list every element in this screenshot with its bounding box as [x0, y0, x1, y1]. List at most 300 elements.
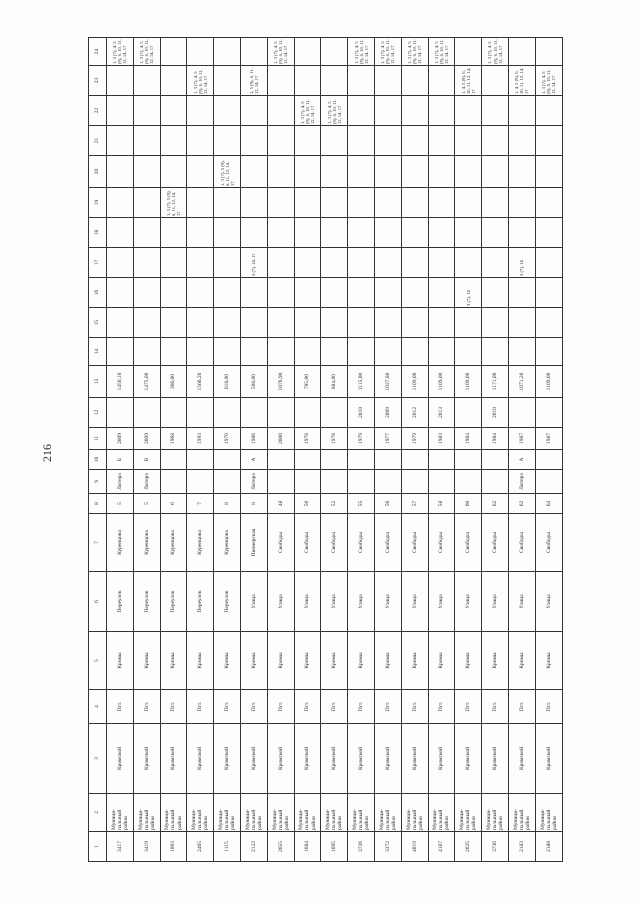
work-period-cell: [187, 96, 214, 126]
column-number-cell: 7: [89, 514, 107, 572]
street-cell: Свободы: [482, 514, 509, 572]
street-cell: Куренцова: [214, 514, 241, 572]
work-period-cell: [455, 156, 482, 188]
area-cell: 366,00: [160, 366, 187, 398]
municipality-type-cell: Муници-пальный район: [535, 794, 562, 832]
house-number-cell: 8: [240, 494, 267, 514]
municipality-type-cell: Муници-пальный район: [321, 794, 348, 832]
settlement-cell: Кромы: [267, 632, 294, 690]
work-period-cell: [267, 218, 294, 248]
work-period-cell: 3 (7), 14: [508, 248, 535, 278]
work-period-cell: [214, 338, 241, 366]
litera-label-cell: Литера: [240, 470, 267, 494]
id-cell: 1695: [321, 832, 348, 862]
street-type-cell: Улица: [294, 572, 321, 632]
settlement-type-cell: Пгт.: [428, 690, 455, 724]
settlement-cell: Кромы: [160, 632, 187, 690]
municipality-cell: Кромской: [187, 724, 214, 794]
work-period-cell: [133, 278, 160, 308]
work-period-cell: 1, 3 (7), 4, 5 (9), 6, 10, 11, 12, 14, 17: [535, 66, 562, 96]
year-repair-cell: [133, 398, 160, 428]
id-cell: 4107: [428, 832, 455, 862]
work-period-cell: [482, 126, 509, 156]
work-period-cell: [187, 338, 214, 366]
house-number-cell: 56: [374, 494, 401, 514]
work-period-cell: [187, 248, 214, 278]
work-period-cell: [267, 126, 294, 156]
column-number-cell: 9: [89, 470, 107, 494]
work-period-cell: [348, 66, 375, 96]
settlement-type-cell: Пгт.: [240, 690, 267, 724]
municipality-type-cell: Муници-пальный район: [508, 794, 535, 832]
settlement-type-cell: Пгт.: [267, 690, 294, 724]
table-row: [428, 38, 455, 862]
id-cell: 1003: [160, 832, 187, 862]
area-cell: 884,00: [321, 366, 348, 398]
litera-cell: [374, 450, 401, 470]
area-cell: 785,00: [294, 366, 321, 398]
table-row: [401, 38, 428, 862]
street-cell: Куренцова: [160, 514, 187, 572]
municipality-cell: Кромской: [455, 724, 482, 794]
house-number-cell: 7: [187, 494, 214, 514]
year-built-cell: 1984: [482, 428, 509, 450]
year-repair-cell: [455, 398, 482, 428]
street-cell: Куренцова: [187, 514, 214, 572]
id-cell: 3372: [374, 832, 401, 862]
house-number-cell: 58: [428, 494, 455, 514]
work-period-cell: [508, 338, 535, 366]
house-number-cell: 5: [107, 494, 134, 514]
settlement-type-cell: Пгт.: [187, 690, 214, 724]
work-period-cell: [428, 278, 455, 308]
table-row: [535, 38, 562, 862]
year-built-cell: 1993: [187, 428, 214, 450]
municipality-type-cell: Муници-пальный район: [160, 794, 187, 832]
municipality-cell: Кромской: [374, 724, 401, 794]
work-period-cell: [401, 96, 428, 126]
work-period-cell: [321, 38, 348, 66]
header-row: [89, 38, 107, 862]
settlement-cell: Кромы: [428, 632, 455, 690]
work-period-cell: [160, 96, 187, 126]
settlement-cell: Кромы: [133, 632, 160, 690]
municipality-cell: Кромской: [428, 724, 455, 794]
litera-cell: [187, 450, 214, 470]
municipality-cell: Кромской: [107, 724, 134, 794]
work-period-cell: [267, 278, 294, 308]
id-cell: 2465: [187, 832, 214, 862]
work-period-cell: [374, 188, 401, 218]
work-period-cell: [401, 156, 428, 188]
settlement-cell: Кромы: [187, 632, 214, 690]
work-period-cell: [240, 96, 267, 126]
work-period-cell: [401, 188, 428, 218]
year-repair-cell: [240, 398, 267, 428]
municipality-type-cell: Муници-пальный район: [374, 794, 401, 832]
settlement-cell: Кромы: [214, 632, 241, 690]
house-number-cell: 52: [321, 494, 348, 514]
work-period-cell: [455, 126, 482, 156]
work-period-cell: [267, 188, 294, 218]
settlement-type-cell: Пгт.: [535, 690, 562, 724]
work-period-cell: [160, 66, 187, 96]
year-built-cell: 1978: [321, 428, 348, 450]
work-period-cell: [321, 156, 348, 188]
work-period-cell: [294, 66, 321, 96]
year-repair-cell: [508, 398, 535, 428]
id-cell: 2183: [508, 832, 535, 862]
work-period-cell: [348, 248, 375, 278]
year-built-cell: 1983: [428, 428, 455, 450]
work-period-cell: [401, 66, 428, 96]
settlement-type-cell: Пгт.: [160, 690, 187, 724]
column-number-cell: 1: [89, 832, 107, 862]
work-period-cell: [294, 188, 321, 218]
work-period-cell: [160, 308, 187, 338]
work-period-cell: [133, 248, 160, 278]
municipality-cell: Кромской: [133, 724, 160, 794]
street-cell: Свободы: [374, 514, 401, 572]
work-period-cell: [187, 156, 214, 188]
street-cell: Свободы: [267, 514, 294, 572]
work-period-cell: 1, 4, 5 (9), 6, 10, 11, 12, 14, 17: [508, 66, 535, 96]
settlement-type-cell: Пгт.: [401, 690, 428, 724]
work-period-cell: [508, 218, 535, 248]
area-cell: 618,00: [214, 366, 241, 398]
work-period-cell: [133, 218, 160, 248]
work-period-cell: [482, 278, 509, 308]
work-period-cell: [482, 248, 509, 278]
work-period-cell: [348, 308, 375, 338]
work-period-cell: [267, 308, 294, 338]
street-type-cell: Улица: [455, 572, 482, 632]
column-number-cell: 22: [89, 96, 107, 126]
street-cell: Свободы: [455, 514, 482, 572]
settlement-cell: Кромы: [348, 632, 375, 690]
area-cell: 1109,00: [535, 366, 562, 398]
column-number-cell: 17: [89, 248, 107, 278]
work-period-cell: [455, 188, 482, 218]
work-period-cell: [240, 126, 267, 156]
work-period-cell: [401, 338, 428, 366]
column-number-cell: 6: [89, 572, 107, 632]
litera-label-cell: [214, 470, 241, 494]
column-number-cell: 11: [89, 428, 107, 450]
settlement-cell: Кромы: [482, 632, 509, 690]
work-period-cell: 1, 3 (7), 4, 5 (9), 6, 10, 11, 12, 14, 17: [187, 66, 214, 96]
work-period-cell: [348, 96, 375, 126]
area-cell: 1027,80: [374, 366, 401, 398]
column-number-cell: 21: [89, 126, 107, 156]
id-cell: 1115: [214, 832, 241, 862]
street-cell: Свободы: [348, 514, 375, 572]
column-number-cell: 13: [89, 366, 107, 398]
work-period-cell: [214, 188, 241, 218]
area-cell: 1171,00: [482, 366, 509, 398]
litera-label-cell: [482, 470, 509, 494]
work-period-cell: [294, 338, 321, 366]
work-period-cell: 1, 3 (7), 5 (9), 6, 11, 12, 14, 17: [160, 188, 187, 218]
work-period-cell: 1, 3 (7), 4, 5 (9), 6, 10, 11, 12, 14, 17: [267, 38, 294, 66]
work-period-cell: 1, 3 (7), 4, 5 (9), 6, 10, 11, 12, 14, 17: [401, 38, 428, 66]
municipality-cell: Кромской: [482, 724, 509, 794]
work-period-cell: [374, 126, 401, 156]
street-type-cell: Улица: [240, 572, 267, 632]
municipality-type-cell: Муници-пальный район: [348, 794, 375, 832]
street-type-cell: Переулок: [187, 572, 214, 632]
table-row: [374, 38, 401, 862]
work-period-cell: [348, 218, 375, 248]
work-period-cell: [321, 66, 348, 96]
work-period-cell: [348, 156, 375, 188]
year-repair-cell: 2010: [348, 398, 375, 428]
work-period-cell: [508, 188, 535, 218]
work-period-cell: [321, 126, 348, 156]
work-period-cell: [160, 218, 187, 248]
municipality-cell: Кромской: [535, 724, 562, 794]
work-period-cell: [482, 96, 509, 126]
id-cell: 4019: [401, 832, 428, 862]
table-row: [455, 38, 482, 862]
work-period-cell: [374, 338, 401, 366]
street-cell: Куренцова: [107, 514, 134, 572]
work-period-cell: 1, 3 (7), 4, 5 (9), 6, 10, 11, 12, 14, 17: [107, 38, 134, 66]
work-period-cell: [107, 338, 134, 366]
work-period-cell: [160, 156, 187, 188]
work-period-cell: [321, 188, 348, 218]
litera-cell: А: [508, 450, 535, 470]
column-number-cell: 15: [89, 308, 107, 338]
work-period-cell: [321, 218, 348, 248]
id-cell: 2188: [535, 832, 562, 862]
house-number-cell: 64: [535, 494, 562, 514]
area-cell: 1109,00: [428, 366, 455, 398]
litera-label-cell: [267, 470, 294, 494]
work-period-cell: [482, 188, 509, 218]
municipality-cell: Кромской: [267, 724, 294, 794]
work-period-cell: [214, 96, 241, 126]
work-period-cell: [160, 126, 187, 156]
work-period-cell: [321, 248, 348, 278]
municipality-cell: Кромской: [348, 724, 375, 794]
work-period-cell: [428, 66, 455, 96]
work-period-cell: [455, 308, 482, 338]
litera-cell: [428, 450, 455, 470]
work-period-cell: [508, 156, 535, 188]
work-period-cell: [187, 126, 214, 156]
area-cell: 1076,90: [267, 366, 294, 398]
page-number: 216: [40, 444, 54, 462]
municipality-cell: Кромской: [508, 724, 535, 794]
table-row: [482, 38, 509, 862]
municipality-cell: Кромской: [214, 724, 241, 794]
house-number-cell: 5: [133, 494, 160, 514]
work-period-cell: [535, 156, 562, 188]
work-period-cell: [401, 126, 428, 156]
work-period-cell: [240, 156, 267, 188]
work-period-cell: [240, 278, 267, 308]
work-period-cell: [508, 38, 535, 66]
work-period-cell: [133, 338, 160, 366]
work-period-cell: [348, 338, 375, 366]
street-type-cell: Улица: [321, 572, 348, 632]
year-built-cell: 2000: [267, 428, 294, 450]
municipality-type-cell: Муници-пальный район: [107, 794, 134, 832]
work-period-cell: [428, 218, 455, 248]
street-cell: Свободы: [428, 514, 455, 572]
litera-cell: [294, 450, 321, 470]
work-period-cell: [187, 188, 214, 218]
column-number-cell: 8: [89, 494, 107, 514]
settlement-type-cell: Пгт.: [133, 690, 160, 724]
work-period-cell: [240, 338, 267, 366]
litera-label-cell: [321, 470, 348, 494]
municipality-type-cell: Муници-пальный район: [133, 794, 160, 832]
id-cell: 2655: [267, 832, 294, 862]
settlement-cell: Кромы: [321, 632, 348, 690]
municipality-type-cell: Муници-пальный район: [267, 794, 294, 832]
work-period-cell: [133, 126, 160, 156]
year-built-cell: 2009: [133, 428, 160, 450]
house-number-cell: 8: [214, 494, 241, 514]
work-period-cell: [294, 156, 321, 188]
work-period-cell: [428, 188, 455, 218]
settlement-type-cell: Пгт.: [348, 690, 375, 724]
work-period-cell: [133, 188, 160, 218]
year-repair-cell: 2012: [401, 398, 428, 428]
year-repair-cell: 2009: [374, 398, 401, 428]
settlement-type-cell: Пгт.: [214, 690, 241, 724]
work-period-cell: [160, 38, 187, 66]
year-repair-cell: [107, 398, 134, 428]
settlement-type-cell: Пгт.: [107, 690, 134, 724]
litera-cell: В: [133, 450, 160, 470]
house-number-cell: 62: [508, 494, 535, 514]
house-number-cell: 62: [482, 494, 509, 514]
house-number-cell: 6: [160, 494, 187, 514]
work-period-cell: [428, 156, 455, 188]
table-row: [240, 38, 267, 862]
settlement-cell: Кромы: [294, 632, 321, 690]
year-repair-cell: 2013: [428, 398, 455, 428]
work-period-cell: [348, 126, 375, 156]
work-period-cell: [321, 338, 348, 366]
work-period-cell: [535, 96, 562, 126]
table-row: [348, 38, 375, 862]
work-period-cell: [374, 308, 401, 338]
work-period-cell: [321, 308, 348, 338]
settlement-cell: Кромы: [240, 632, 267, 690]
street-type-cell: Переулок: [214, 572, 241, 632]
municipality-cell: Кромской: [294, 724, 321, 794]
work-period-cell: [240, 188, 267, 218]
municipality-type-cell: Муници-пальный район: [455, 794, 482, 832]
settlement-type-cell: Пгт.: [374, 690, 401, 724]
area-cell: 1109,00: [401, 366, 428, 398]
work-period-cell: [374, 218, 401, 248]
work-period-cell: [428, 96, 455, 126]
work-period-cell: [428, 248, 455, 278]
id-cell: 1684: [294, 832, 321, 862]
street-type-cell: Переулок: [160, 572, 187, 632]
work-period-cell: [374, 96, 401, 126]
work-period-cell: [214, 126, 241, 156]
street-type-cell: Улица: [535, 572, 562, 632]
street-cell: Куренцова: [133, 514, 160, 572]
work-period-cell: [133, 308, 160, 338]
year-repair-cell: [160, 398, 187, 428]
work-period-cell: [214, 38, 241, 66]
work-period-cell: [240, 218, 267, 248]
street-cell: Свободы: [508, 514, 535, 572]
work-period-cell: [535, 278, 562, 308]
work-period-cell: [428, 338, 455, 366]
street-cell: Пионерская: [240, 514, 267, 572]
area-cell: 1109,00: [455, 366, 482, 398]
work-period-cell: [294, 218, 321, 248]
settlement-type-cell: Пгт.: [294, 690, 321, 724]
year-built-cell: 1979: [348, 428, 375, 450]
work-period-cell: [535, 338, 562, 366]
work-period-cell: [348, 278, 375, 308]
work-period-cell: [401, 218, 428, 248]
area-cell: 1566,20: [187, 366, 214, 398]
street-type-cell: Улица: [401, 572, 428, 632]
work-period-cell: [535, 248, 562, 278]
house-number-cell: 48: [267, 494, 294, 514]
house-number-cell: 57: [401, 494, 428, 514]
work-period-cell: [107, 66, 134, 96]
work-period-cell: 3 (7), 14: [455, 278, 482, 308]
work-period-cell: [401, 278, 428, 308]
street-type-cell: Улица: [374, 572, 401, 632]
settlement-cell: Кромы: [535, 632, 562, 690]
housing-register-table: [88, 37, 563, 862]
work-period-cell: [267, 96, 294, 126]
street-type-cell: Улица: [428, 572, 455, 632]
work-period-cell: [508, 308, 535, 338]
year-built-cell: 1970: [214, 428, 241, 450]
work-period-cell: [107, 96, 134, 126]
work-period-cell: [267, 156, 294, 188]
work-period-cell: [107, 248, 134, 278]
street-type-cell: Переулок: [107, 572, 134, 632]
litera-cell: [401, 450, 428, 470]
year-repair-cell: [535, 398, 562, 428]
area-cell: 508,00: [240, 366, 267, 398]
municipality-cell: Кромской: [321, 724, 348, 794]
municipality-type-cell: Муници-пальный район: [240, 794, 267, 832]
table-row: [267, 38, 294, 862]
municipality-type-cell: Муници-пальный район: [187, 794, 214, 832]
work-period-cell: [482, 156, 509, 188]
work-period-cell: [482, 308, 509, 338]
work-period-cell: [133, 96, 160, 126]
municipality-type-cell: Муници-пальный район: [214, 794, 241, 832]
work-period-cell: [107, 308, 134, 338]
house-number-cell: 50: [294, 494, 321, 514]
table-row: [187, 38, 214, 862]
litera-label-cell: [428, 470, 455, 494]
work-period-cell: [107, 156, 134, 188]
work-period-cell: [482, 338, 509, 366]
column-number-cell: 20: [89, 156, 107, 188]
litera-cell: Б: [107, 450, 134, 470]
work-period-cell: 1, 4, 5 (9), 6, 10, 11, 12, 14, 17: [455, 66, 482, 96]
litera-cell: А: [240, 450, 267, 470]
table-row: [160, 38, 187, 862]
